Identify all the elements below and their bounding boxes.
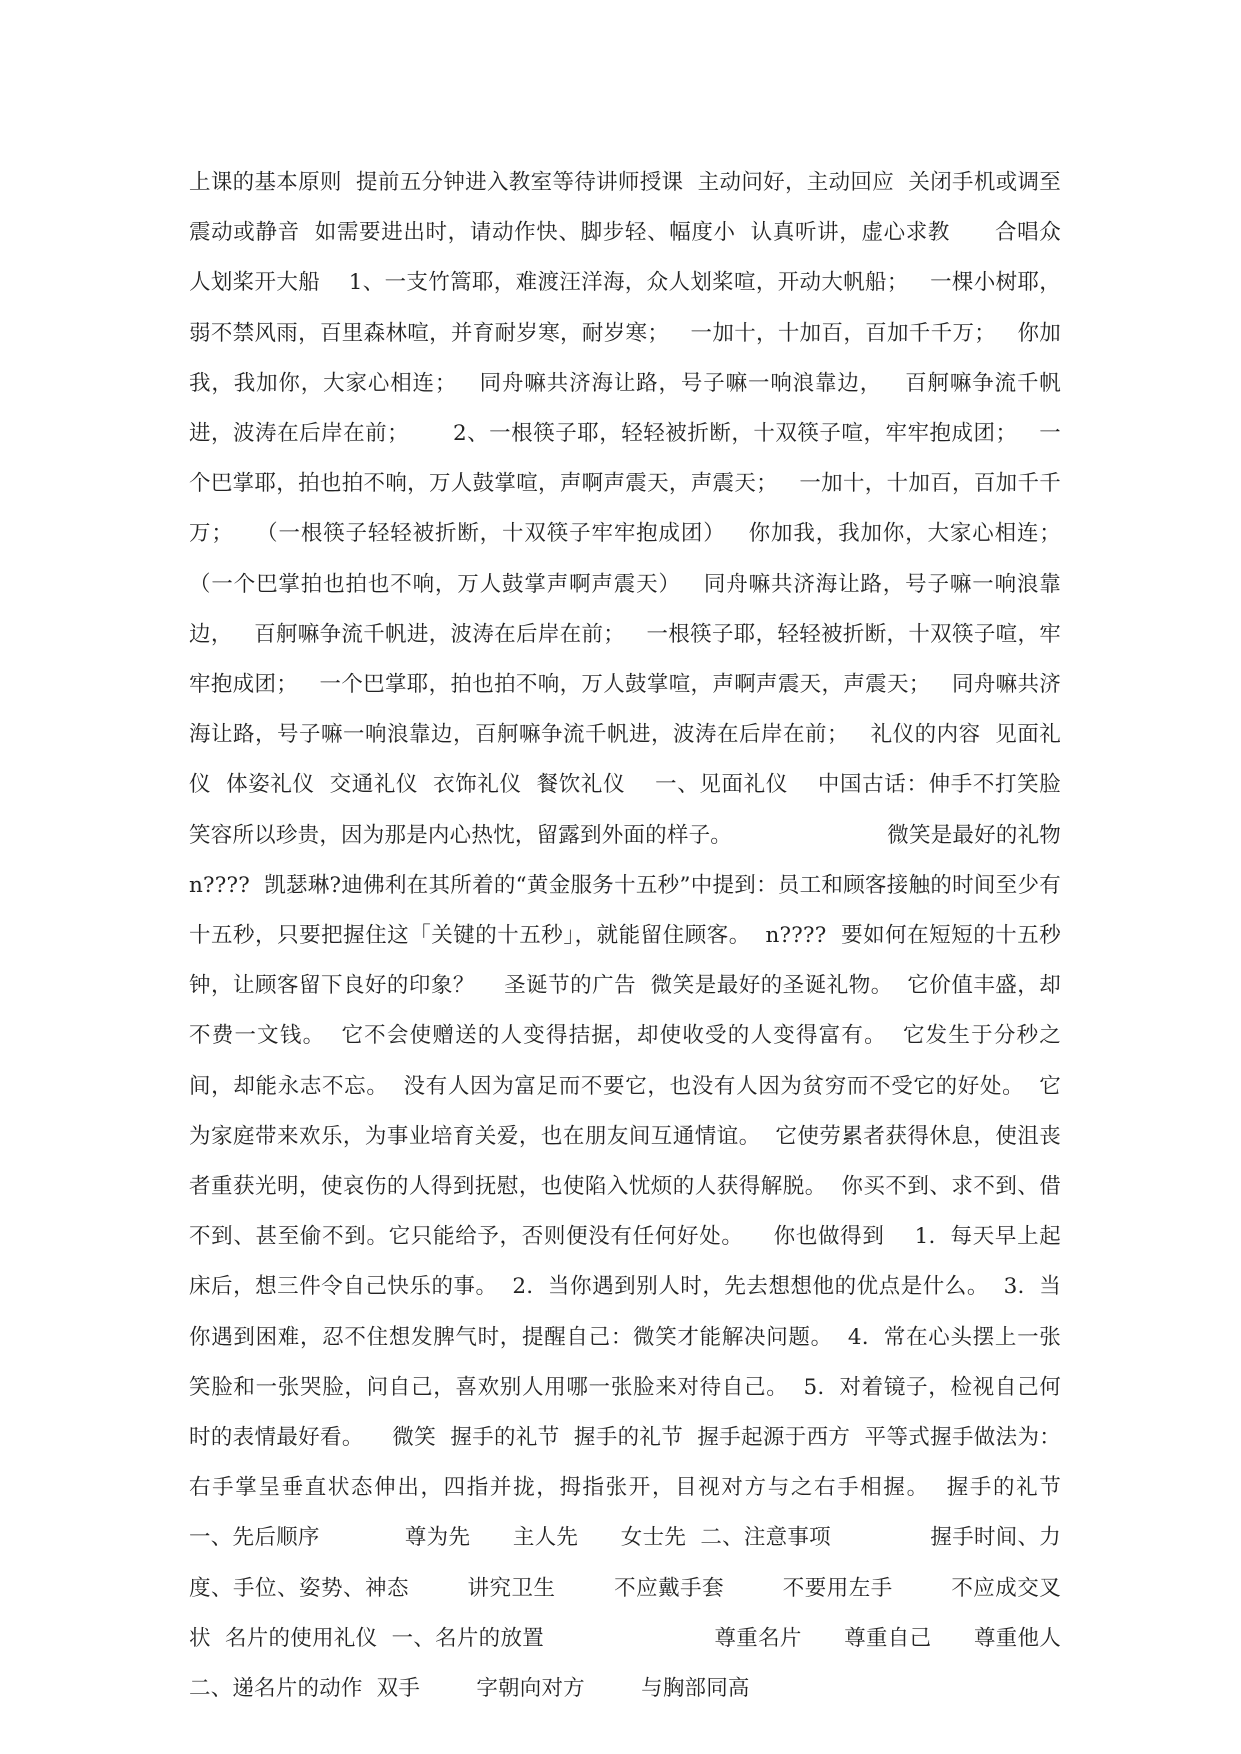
body-text: 上课的基本原则 提前五分钟进入教室等待讲师授课 主动问好，主动回应 关闭手机或调至震动或静音 如需要进出时，请动作快、脚步轻、幅度小 认真听讲，虚心求教 合唱众人划桨开大船 1、一支竹篙耶，难渡汪洋海，众人划桨喧，开动大帆船； 一棵小树耶，弱不禁风雨，百里森林喧，并育耐岁寒，耐岁寒； 一加十，十加百，百加千千万； 你加我，我加你，大家心相连； 同舟嘛共济海让路，号子嘛一响浪靠边， 百舸嘛争流千帆进，波涛在后岸在前； 2、一根筷子耶，轻轻被折断，十双筷子喧，牢牢抱成团； 一个巴掌耶，拍也拍不响，万人鼓掌喧，声啊声震天，声震天； 一加十，十加百，百加千千万； （一根筷子轻轻被折断，十双筷子牢牢抱成团） 你加我，我加你，大家心相连； （一个巴掌拍也拍也不响，万人鼓掌声啊声震天） 同舟嘛共济海让路，号子嘛一响浪靠边， 百舸嘛争流千帆进，波涛在后岸在前； 一根筷子耶，轻轻被折断，十双筷子喧，牢牢抱成团； 一个巴掌耶，拍也拍不响，万人鼓掌喧，声啊声震天，声震天； 同舟嘛共济海让路，号子嘛一响浪靠边，百舸嘛争流千帆进，波涛在后岸在前； 礼仪的内容 见面礼仪 体姿礼仪 交通礼仪 衣饰礼仪 餐饮礼仪 一、见面礼仪 中国古话：伸手不打笑脸 笑容所以珍贵，因为那是内心热忱，留露到外面的样子。 微笑是最好的礼物 n???? 凯瑟琳?迪佛利在其所着的“黄金服务十五秒”中提到：员工和顾客接触的时间至少有十五秒，只要把握住这「关键的十五秒」，就能留住顾客。 n???? 要如何在短短的十五秒钟，让顾客留下良好的印象？ 圣诞节的广告 微笑是最好的圣诞礼物。 它价值丰盛，却不费一文钱。 它不会使赠送的人变得拮据，却使收受的人变得富有。 它发生于分秒之间，却能永志不忘。 没有人因为富足而不要它，也没有人因为贫穷而不受它的好处。 它为家庭带来欢乐，为事业培育关爱，也在朋友间互通情谊。 它使劳累者获得休息，使沮丧者重获光明，使哀伤的人得到抚慰，也使陷入忧烦的人获得解脱。 你买不到、求不到、借不到、甚至偷不到。它只能给予，否则便没有任何好处。 你也做得到 1. 每天早上起床后，想三件令自己快乐的事。 2. 当你遇到别人时，先去想想他的优点是什么。 3. 当你遇到困难，忍不住想发脾气时，提醒自己：微笑才能解决问题。 4. 常在心头摆上一张笑脸和一张哭脸，问自己，喜欢别人用哪一张脸来对待自己。 5. 对着镜子，检视自己何时的表情最好看。 微笑 握手的礼节 握手的礼节 握手起源于西方 平等式握手做法为：右手掌呈垂直状态伸出，四指并拢，拇指张开，目视对方与之右手相握。 握手的礼节 一、先后顺序 尊为先 主人先 女士先 二、注意事项 握手时间、力度、手位、姿势、神态 讲究卫生 不应戴手套 不要用左手 不应成交叉状 名片的使用礼仪 一、名片的放置 尊重名片 尊重自己 尊重他人 二、递名片的动作 双手 字朝向对方 与胸部同高: [189, 170, 1132, 1702]
